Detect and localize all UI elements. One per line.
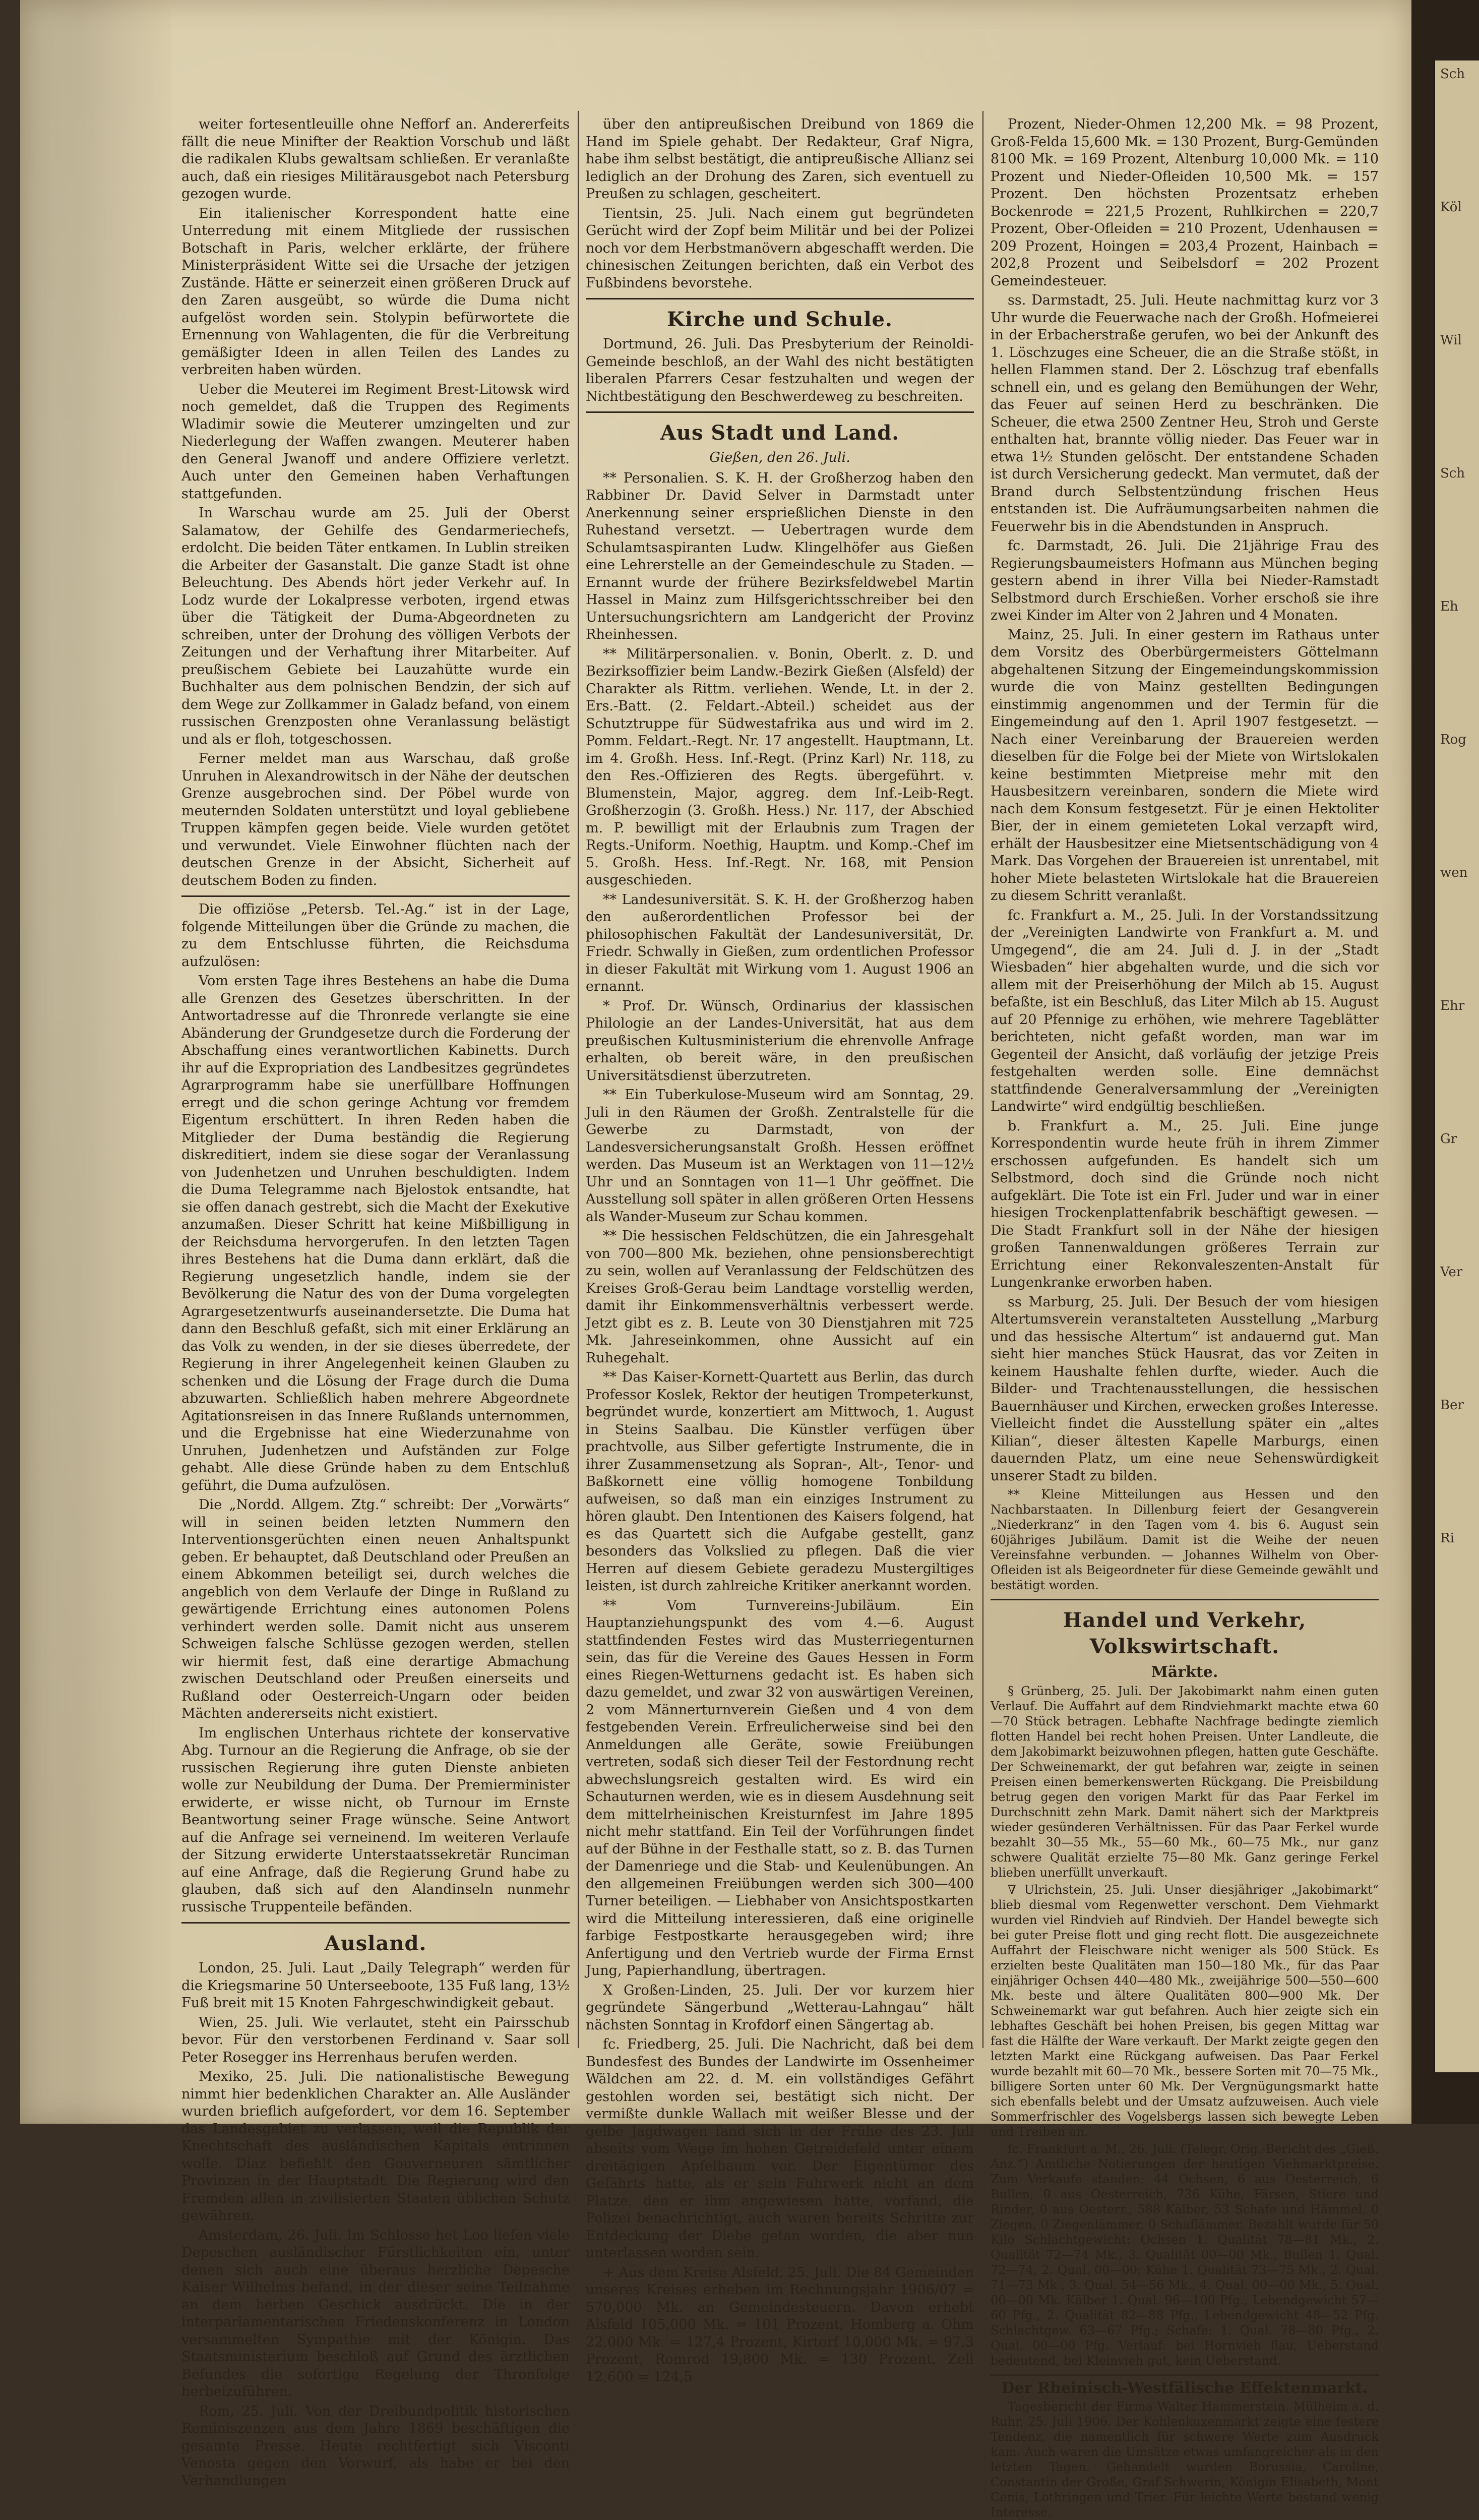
column-2 [586, 116, 974, 2385]
edge-fragment: Ber [1440, 1398, 1464, 1413]
article-paragraph: X Großen-Linden, 25. Juli. Der vor kurzem hier gegründete Sängerbund „Wetterau-Lahngau“ hält nächsten Sonntag in Krofdorf einen Sängertag ab. [586, 1982, 974, 2033]
section-heading: Handel und Verkehr, Volkswirtschaft. [1063, 1608, 1307, 1658]
article-paragraph: § Grünberg, 25. Juli. Der Jakobimarkt nahm einen guten Verlauf. Die Auffahrt auf dem Rindviehmarkt machte etwa 60—70 Stück betragen. Lebhafte Nachfrage bedingte ziemlich flotten Handel bei recht hohen Preisen. Unter Landleute, die dem Jakobimarkt beizuwohnen pflegen, hatten gute Geschäfte. Der Schweinemarkt, der gut befahren war, zeigte in seinen Preisen einen bemerkenswerten Rückgang. Die Preisbildung betrug gegen den vorigen Markt für das Paar Ferkel im Durchschnitt zehn Mark. Damit nähert sich der Marktpreis wieder gesünderen Verhältnissen. Für das Paar Ferkel wurde bezahlt 30—55 Mk., 55—60 Mk., 60—75 Mk., nur ganz schwere Qualität erzielte 75—80 Mk. Ganz geringe Ferkel blieben unerfüllt unverkauft. [991, 1684, 1379, 1880]
article-paragraph: Die „Nordd. Allgem. Ztg.“ schreibt: Der „Vorwärts“ will in seinen beiden letzten Nummern den Interventionsgerüchten einen neuen Anhaltspunkt geben. Er behauptet, daß Deutschland oder Preußen an einem Abkommen beteiligt sei, durch welches die angeblich von dem Verlaufe der Dinge in Rußland zu gewärtigende Errichtung eines autonomen Polens verhindert werden solle. Damit nicht aus unserem Schweigen falsche Schlüsse gezogen werden, stellen wir hiermit fest, daß eine derartige Abmachung zwischen Deutschland oder Preußen einerseits und Rußland oder Oesterreich-Ungarn oder beiden Mächten andererseits nicht existiert. [181, 1497, 570, 1721]
section-rule [586, 298, 974, 299]
next-page-edge [1434, 61, 1479, 2072]
article-paragraph: fc. Frankfurt a. M., 25. Juli. In der Vorstandssitzung der „Vereinigten Landwirte von Frankfurt a. M. und Umgegend“, die am 24. Juli d. J. in der „Stadt Wiesbaden“ hier abgehalten wurde, und die sich vor allem mit der Preiserhöhung der Milch ab 15. August befaßte, ist ein Beschluß, das Liter Milch ab 15. August auf 20 Pfennige zu erhöhen, wie mehrere Tageblätter berichteten, nicht gefaßt worden, man war im Gegenteil der Ansicht, daß vorläufig der jetzige Preis festgehalten werden solle. Eine demnächst stattfindende Generalversammlung der „Vereinigten Landwirte“ wird endgültig beschließen. [991, 907, 1379, 1114]
page-fold-shadow [20, 0, 171, 2124]
binding-edge [1411, 0, 1479, 2124]
article-paragraph: ** Die hessischen Feldschützen, die ein Jahresgehalt von 700—800 Mk. beziehen, ohne pensionsberechtigt zu sein, wollen auf Veranlassung der Feldschützen des Kreises Groß-Gerau beim Landtage vorstellig werden, damit ihr Einkommensverhältnis verbessert werde. Jetzt gibt es z. B. Leute von 30 Dienstjahren mit 725 Mk. Jahreseinkommen, ohne Aussicht auf ein Ruhegehalt. [586, 1228, 974, 1366]
section-rule [586, 411, 974, 413]
edge-fragment: Wil [1440, 333, 1462, 348]
section-rule [181, 1922, 570, 1924]
article-paragraph: Im englischen Unterhaus richtete der konservative Abg. Turnour an die Regierung die Anfrage, ob sie der russischen Regierung ihre guten Dienste anbieten wolle zur Neubildung der Duma. Der Premierminister erwiderte, er wisse nicht, ob Turnour im Ernste Beantwortung seiner Frage wünsche. Seine Antwort auf die Anfrage sei verneinend. Im weiteren Verlaufe der Sitzung erwiderte Unterstaatssekretär Runciman auf eine Anfrage, daß die Regierung Grund habe zu glauben, daß sich auf den Alandinseln nunmehr russische Truppenteile befänden. [181, 1725, 570, 1915]
section-heading: Aus Stadt und Land. [660, 421, 900, 445]
article-paragraph: Rom, 25. Juli. Von der Dreibundpolitik historischen Reminiszenzen aus dem Jahre 1869 beschäftigen die gesamte Presse. Heute rechtfertigt sich Visconti Venosta gegen den Vorwurf, als habe er bei den Verhandlungen [181, 2403, 570, 2489]
article-paragraph: ss Marburg, 25. Juli. Der Besuch der vom hiesigen Altertumsverein veranstalteten Ausstellung „Marburg und das hessische Altertum“ ist andauernd gut. Man sieht hier manches Stück Hausrat, das vor Zeiten in keinem Haushalte fehlen durfte, wieder. Auch die Bilder- und Trachtenausstellungen, die hessischen Bauernhäuser und Kirchen, erwecken großes Interesse. Vielleicht findet die Ausstellung später ein „altes Kilian“, dieser ältesten Kapelle Marburgs, einen dauernden Platz, um eine neue Sehenswürdigkeit unserer Stadt zu bilden. [991, 1294, 1379, 1484]
edge-fragment: Eh [1440, 599, 1458, 614]
article-paragraph: Amsterdam, 26. Juli. Im Schlosse het Loo liefen viele Depeschen ausländischer Fürstlichkeiten ein, unter denen sich auch eine überaus herzliche Depesche Kaiser Wilhelms befand, in der dieser seine Teilnahme an dem herben Geschick ausdrückt. Die in der interparlamentarischen Friedenskonferenz in London versammelten Sympathie mit der Königin. Das Staatsministerium beschloß auf Grund des ärztlichen Befundes die sofortige Regelung der Thronfolge herbeizuführen. [181, 2227, 570, 2399]
column-1 [181, 116, 570, 2489]
article-paragraph: Die offiziöse „Petersb. Tel.-Ag.“ ist in der Lage, folgende Mitteilungen über die Gründe zu machen, die zu dem Entschlusse führten, die Reichsduma aufzulösen: [181, 902, 570, 970]
article-paragraph: weiter fortesentleuille ohne Nefforf an. Andererfeits fällt die neue Minifter der Reaktion Vorschub und läßt die radikalen Klubs gewaltsam schließen. Er veranlaßte auch, daß ein riesiges Militärausgebot nach Petersburg gezogen wurde. [181, 116, 570, 202]
article-paragraph: ∇ Ulrichstein, 25. Juli. Unser diesjähriger „Jakobimarkt“ blieb diesmal vom Regenwetter verschont. Dem Viehmarkt wurden viel Rindvieh auf Rindvieh. Der Handel bewegte sich bei guter Preise flott und ging recht flott. Die ausgezeichnete Auffahrt der Fleischware nicht weniger als 500 Stück. Es erzielten beste Qualitäten man 150—180 Mk., für das Paar einjähriger Ochsen 440—480 Mk., zweijährige 500—550—600 Mk. beste und ältere Qualitäten 800—900 Mk. Der Schweinemarkt war gut befahren. Auch hier zeigte sich ein lebhaftes Geschäft bei hohen Preisen, bis gegen Mittag war fast die Hälfte der Ware verkauft. Der Markt zeigte gegen den letzten Markt eine Rückgang aufweisen. Das Paar Ferkel wurde bezahlt mit 60—70 Mk., bessere Sorten mit 70—75 Mk., billigere Sorten unter 60 Mk. Der Vergnügungsmarkt hatte sich ebenfalls belebt und der Umsatz aufzuweisen. Auch viele Sommerfrischler des Vogelsbergs lassen sich bewegte Leben und Treiben an. [991, 1882, 1379, 2139]
article-paragraph: ** Ein Tuberkulose-Museum wird am Sonntag, 29. Juli in den Räumen der Großh. Zentralstelle für die Gewerbe zu Darmstadt, von der Landesversicherungsanstalt Großh. Hessen eröffnet werden. Das Museum ist an Werktagen von 11—12½ Uhr und an Sonntagen von 11—1 Uhr geöffnet. Die Ausstellung soll später in allen größeren Orten Hessens als Wander-Museum zur Schau kommen. [586, 1087, 974, 1225]
article-paragraph: ** Landesuniversität. S. K. H. der Großherzog haben den außerordentlichen Professor bei der philosophischen Fakultät der Landesuniversität, Dr. Friedr. Schwally in Gießen, zum ordentlichen Professor in dieser Fakultät mit Wirkung vom 1. August 1906 an ernannt. [586, 891, 974, 994]
column-3 [991, 116, 1379, 2519]
article-paragraph: ** Kleine Mitteilungen aus Hessen und den Nachbarstaaten. In Dillenburg feiert der Gesangverein „Niederkranz“ in den Tagen vom 4. bis 6. August sein 60jähriges Jubiläum. Damit ist die Weihe der neuen Vereinsfahne verbunden. — Johannes Wilhelm von Ober-Ofleiden ist als Beigeordneter für diese Gemeinde gewählt und bestätigt worden. [991, 1487, 1379, 1592]
subheading: Märkte. [1151, 1663, 1218, 1681]
article-paragraph: ** Personalien. S. K. H. der Großherzog haben den Rabbiner Dr. David Selver in Darmstadt unter Anerkennung seiner ersprießlichen Dienste in den Ruhestand versetzt. — Uebertragen wurde dem Schulamtsaspiranten Ludw. Klingelhöfer aus Gießen eine Lehrerstelle an der Gemeindeschule zu Staden. — Ernannt wurde der frühere Bezirksfeldwebel Martin Hassel in Mainz zum Hilfsgerichtsschreiber bei den Untersuchungsrichtern am Landgericht der Provinz Rheinhessen. [586, 470, 974, 642]
article-paragraph: über den antipreußischen Dreibund von 1869 die Hand im Spiele gehabt. Der Redakteur, Graf Nigra, habe ihm selbst bestätigt, die antipreußische Allianz sei lediglich an der Drohung des Zaren, sich eventuell zu Preußen zu schlagen, gescheitert. [586, 116, 974, 202]
article-paragraph: Tientsin, 25. Juli. Nach einem gut begründeten Gerücht wird der Zopf beim Militär und bei der Polizei noch vor dem Herbstmanövern abgeschafft werden. Die chinesischen Zeitungen berichten, daß ein Verbot des Fußbindens bevorstehe. [586, 205, 974, 291]
subheading: Der Rheinisch-Westfälische Effektenmarkt. [1001, 2379, 1368, 2397]
article-paragraph: In Warschau wurde am 25. Juli der Oberst Salamatow, der Gehilfe des Gendarmeriechefs, erdolcht. Die beiden Täter entkamen. In Lublin streiken die Arbeiter der Gasanstalt. Die ganze Stadt ist ohne Beleuchtung. Des Abends hört jeder Verkehr auf. In Lodz wurde der Lokalpresse verboten, irgend etwas über die Tätigkeit der Duma-Abgeordneten zu schreiben, unter der Drohung des völligen Verbots der Zeitungen und der Verhaftung ihrer Mitarbeiter. Auf preußischem Gebiete bei Lauzahütte wurde ein Buchhalter aus dem polnischen Bendzin, der sich auf dem Wege zur Zollkammer in Galadz befand, von einem russischen Grenzposten ohne Veranlassung belästigt und als er floh, totgeschossen. [181, 505, 570, 747]
article-paragraph: ** Das Kaiser-Kornett-Quartett aus Berlin, das durch Professor Koslek, Rektor der heutigen Trompeterkunst, begründet wurde, konzertiert am Mittwoch, 1. August in Steins Saalbau. Die Künstler verfügen über prachtvolle, aus Silber gefertigte Instrumente, die in ihrer Zusammensetzung als Sopran-, Alt-, Tenor- und Baßkornett eine völlig homogene Tonbildung aufweisen, so daß man ein einziges Instrument zu hören glaubt. Den Intentionen des Kaisers folgend, hat es das Quartett sich die Aufgabe gestellt, ganz besonders das Volkslied zu pflegen. Daß die vier Herren auf diesem Gebiete geradezu Mustergiltiges leisten, ist durch zahlreiche Kritiker anerkannt worden. [586, 1369, 974, 1594]
column-rule [982, 111, 983, 2048]
section-heading: Ausland. [324, 1932, 427, 1955]
article-paragraph: fc. Darmstadt, 26. Juli. Die 21jährige Frau des Regierungsbaumeisters Hofmann aus München beging gestern abend in ihrer Villa bei Nieder-Ramstadt Selbstmord durch Erschießen. Vorher erschoß sie ihre zwei Kinder im Alter von 2 Jahren und 4 Monaten. [991, 538, 1379, 623]
article-paragraph: fc. Frankfurt a. M., 26. Juli. (Telegr. Orig.-Bericht des „Gieß. Anz.“) Amtliche Notierungen der heutigen Viehmarktpreise. Zum Verkaufe standen: 44 Ochsen, 6 aus Oesterreich, 6 Bullen, 0 aus Oesterreich, 736 Kühe, Färsen, Stiere und Rinder, 0 aus Oesterr., 588 Kälber, 53 Schafe und Hämmel, 0 Ziegen, 0 Ziegenlämmer, 0 Schaflämmer. Bezahlt wurde für 50 Kilo Schlachtgewicht: Ochsen 1. Qualität 78—81 Mk., 2. Qualität 72—74 Mk., 3. Qualität 00—00 Mk., Bullen 1. Qual. 72—74, 2. Qual. 00—00; Kühe 1. Qualität 73—75 Mk., 2. Qual. 71—73 Mk., 3. Qual. 54—56 Mk., 4. Qual. 00—00 Mk., 5. Qual. 00—00 Mk. Kälber 1. Qual. 96—100 Pfg., Lebendgewicht 57—60 Pfg., 2. Qualität 82—88 Pfg., Lebendgewicht 48—52 Pfg. Schlachtgew. 63—67 Pfg.; Schafe: 1. Qual. 78—80 Pfg., 2. Qual. 00—00 Pfg. Verlauf: bei Hornvieh flau, Ueberstand bedeutend, bei Kleinvieh gut, kein Ueberstand. [991, 2141, 1379, 2368]
article-paragraph: Tagesbericht der Firma Walter Hammerstein. Mülheim a. d. Ruhr, 25. Juli 1906. Der Kohlenkuxenmarkt zeigte eine festere Tendenz, die namentlich für schwere Werte zum Ausdruck kam. Auch waren die Umsätze etwas umfangreicher als in den letzten Tagen. Gehandelt wurden Borussia, Caroline, Constantin der Große, Graf Schwerin, Königin Elisabeth, Mont Cenis, Lothringen und Trier. Für leichte Werte bestand wenig Interesse. [991, 2399, 1379, 2519]
edge-fragment: Gr [1440, 1131, 1457, 1147]
column-rule [578, 111, 579, 2048]
article-paragraph: Prozent, Nieder-Ohmen 12,200 Mk. = 98 Prozent, Groß-Felda 15,600 Mk. = 130 Prozent, Burg-Gemünden 8100 Mk. = 169 Prozent, Altenburg 10,000 Mk. = 110 Prozent und Nieder-Ofleiden 10,500 Mk. = 157 Prozent. Den höchsten Prozentsatz erheben Bockenrode = 221,5 Prozent, Ruhlkirchen = 220,7 Prozent, Ober-Ofleiden = 210 Prozent, Udenhausen = 209 Prozent, Hoingen = 203,4 Prozent, Hainbach = 202,8 Prozent und Seibelsdorf = 202 Prozent Gemeindesteuer. [991, 116, 1379, 289]
section-rule [991, 1599, 1379, 1600]
edge-fragment: Rog [1440, 732, 1466, 747]
article-paragraph: ss. Darmstadt, 25. Juli. Heute nachmittag kurz vor 3 Uhr wurde die Feuerwache nach der Großh. Hofmeierei in der Erbacherstraße gerufen, wo bei der Ankunft des 1. Löschzuges eine Scheuer, die an die Straße stößt, in hellen Flammen stand. Der 2. Löschzug traf ebenfalls schnell ein, und es gelang den Bemühungen der Wehr, das Feuer auf seinen Herd zu beschränken. Die Scheuer, die etwa 2500 Zentner Heu, Stroh und Gerste enthalten hat, brannte völlig nieder. Das Feuer war in etwa 1½ Stunden gelöscht. Der entstandene Schaden ist durch Versicherung gedeckt. Man vermutet, daß der Brand durch Selbstentzündung frischen Heus entstanden ist. Die Aufräumungsarbeiten nahmen die Feuerwehr bis in die Abendstunden in Anspruch. [991, 292, 1379, 534]
article-paragraph: Vom ersten Tage ihres Bestehens an habe die Duma alle Grenzen des Gesetzes überschritten. In der Antwortadresse auf die Thronrede verlangte sie eine Abänderung der Grundgesetze durch die Forderung der Abschaffung eines verantwortlichen Kabinetts. Durch ihr auf die Expropriation des Landbesitzes gegründetes Agrarprogramm habe sie unerfüllbare Hoffnungen erregt und die schon geringe Achtung vor fremdem Eigentum erschüttert. In ihren Reden haben die Mitglieder der Duma beständig die Regierung diskreditiert, indem sie diese sogar der Veranlassung von Judenhetzen und Unruhen beschuldigten. Indem die Duma Telegramme nach Bjelostok entsandte, hat sie offen danach gestrebt, sich die Macht der Exekutive anzumaßen. Dieser Schritt hat keine Mißbilligung in der Reichsduma hervorgerufen. In den letzten Tagen ihres Bestehens hat die Duma dann erklärt, daß die Regierung ungesetzlich handle, indem sie der Bevölkerung die Natur des von der Duma vorgelegten Agrargesetzentwurfs auseinandersetzte. Die Duma hat dann den Beschluß gefaßt, sich mit einer Erklärung an das Volk zu wenden, in der sie dieses überredete, der Regierung in ihrer Angelegenheit keinen Glauben zu schenken und die Lösung der Frage durch die Duma abzuwarten. Schließlich haben mehrere Abgeordnete Agitationsreisen in das Innere Rußlands unternommen, und die Ergebnisse hat eine Wiederzunahme von Unruhen, Judenhetzen und Aufständen zur Folge gehabt. Alle diese Gründe haben zu dem Entschluß geführt, die Duma aufzulösen. [181, 973, 570, 1493]
edge-fragment: wen [1440, 865, 1468, 880]
section-heading: Kirche und Schule. [667, 308, 893, 331]
edge-fragment: Ver [1440, 1265, 1463, 1280]
article-paragraph: Mainz, 25. Juli. In einer gestern im Rathaus unter dem Vorsitz des Oberbürgermeisters Göttelmann abgehaltenen Sitzung der Eingemeindungskommission wurde die von Mainz gestellten Bedingungen einstimmig angenommen und der Termin für die Eingemeindung auf den 1. April 1907 festgesetzt. — Nach einer Vereinbarung der Brauereien werden dieselben für die Folge bei der Miete von Wirtslokalen keine bestimmten Mietpreise mehr mit den Hausbesitzern vereinbaren, sondern die Miete wird nach dem Konsum festgesetzt. Für je einen Hektoliter Bier, der in einem gemieteten Lokal verzapft wird, erhält der Hausbesitzer eine Mietsentschädigung von 4 Mark. Das Vorgehen der Brauereien ist unrentabel, mit hoher Miete belasteten Wirtslokale hat die Brauereien zu diesem Schritt veranlaßt. [991, 627, 1379, 904]
dateline: Gießen, den 26. Juli. [709, 450, 850, 465]
section-rule [181, 895, 570, 897]
article-paragraph: London, 25. Juli. Laut „Daily Telegraph“ werden für die Kriegsmarine 50 Unterseeboote, 135 Fuß lang, 13½ Fuß breit mit 15 Knoten Fahrgeschwindigkeit gebaut. [181, 1960, 570, 2011]
article-paragraph: + Aus dem Kreise Alsfeld, 25. Juli. Die 84 Gemeinden unseres Kreises erheben im Rechnungsjahr 1906/07 = 570,000 Mk. an Gemeindesteuern. Davon erhebt Alsfeld 105,000 Mk. = 101 Prozent, Homberg a. Ohm 22,000 Mk. = 127,4 Prozent, Kirtorf 10,000 Mk. = 97,3 Prozent, Romrod 19,800 Mk. = 130 Prozent, Zell 12,600 = 124,5 [586, 2264, 974, 2385]
edge-fragment: Ri [1440, 1531, 1454, 1546]
article-paragraph: Ferner meldet man aus Warschau, daß große Unruhen in Alexandrowitsch in der Nähe der deutschen Grenze ausgebrochen sind. Der Pöbel wurde von meuternden Soldaten unterstützt und loyal gebliebene Truppen kämpfen gegen beide. Viele wurden getötet und verwundet. Viele Einwohner flüchten nach der deutschen Grenze in der Absicht, Sicherheit auf deutschem Boden zu finden. [181, 751, 570, 888]
article-paragraph: fc. Friedberg, 25. Juli. Die Nachricht, daß bei dem Bundesfest des Bundes der Landwirte im Ossenheimer Wäldchen am 22. d. M. ein vollständiges Gefährt gestohlen worden sei, bestätigt sich nicht. Der vermißte dunkle Wallach mit weißer Blesse und der gelbe Jagdwagen fand sich in der Frühe des 23. Juli abseits vom Wege im hohen Getreidefeld unter einem dreitägigen Apfelbaum vor. Der Eigentümer des Gefährts hatte, als er sein Fuhrwerk nicht an dem Platze, den er ihm angewiesen hatte, vorfand, die Polizei benachrichtigt, auch waren bereits Schritte zur Entdeckung der Diebe getan worden, die aber nun unterlassen worden sein. [586, 2036, 974, 2261]
article-paragraph: * Prof. Dr. Wünsch, Ordinarius der klassischen Philologie an der Landes-Universität, hat aus dem preußischen Kultusministerium die ehrenvolle Anfrage erhalten, ob bereit wäre, in den preußischen Universitätsdienst überzutreten. [586, 998, 974, 1084]
edge-fragment: Sch [1440, 466, 1465, 481]
article-paragraph: Wien, 25. Juli. Wie verlautet, steht ein Pairsschub bevor. Für den verstorbenen Ferdinand v. Saar soll Peter Rosegger ins Herrenhaus berufen werden. [181, 2014, 570, 2065]
article-paragraph: ** Vom Turnvereins-Jubiläum. Ein Hauptanziehungspunkt des vom 4.—6. August stattfindenden Festes wird das Musterriegenturnen sein, das für die Vereine des Gaues Hessen in Form eines Riegen-Wetturnens gedacht ist. Es haben sich dazu gemeldet, und zwar 32 von auswärtigen Vereinen, 2 vom Männerturnverein Gießen und 4 von dem festgebenden Verein. Erfreulicherweise sind bei den Anmeldungen alle Geräte, sowie Freiübungen vertreten, sodaß sich dieser Teil der Festordnung recht abwechslungsreich gestalten wird. Es wird ein Schauturnen werden, wie es in diesem Ausdehnung seit dem mittelrheinischen Kreisturnfest im Jahre 1895 nicht mehr stattfand. Ein Teil der Vorführungen findet auf der Bühne in der Festhalle statt, so z. B. das Turnen der Damenriege und die Stab- und Keulenübungen. An den allgemeinen Freiübungen werden sich 300—400 Turner beteiligen. — Liebhaber von Ansichtspostkarten wird die Mitteilung interessieren, daß eine originelle farbige Festpostkarte herausgegeben wird; ihre Anfertigung und den Vertrieb wurde der Firma Ernst Jung, Papierhandlung, übertragen. [586, 1597, 974, 1978]
article-paragraph: b. Frankfurt a. M., 25. Juli. Eine junge Korrespondentin wurde heute früh in ihrem Zimmer erschossen aufgefunden. Es handelt sich um Selbstmord, doch sind die Gründe noch nicht aufgeklärt. Die Tote ist ein Frl. Juder und war in einer hiesigen Trockenplattenfabrik beschäftigt gewesen. — Die Stadt Frankfurt soll in der Nähe der hiesigen großen Tannenwaldungen größeres Terrain zur Errichtung einer Rekonvaleszenten-Anstalt für Lungenkranke erworben haben. [991, 1118, 1379, 1290]
article-paragraph: Mexiko, 25. Juli. Die nationalistische Bewegung nimmt hier bedenklichen Charakter an. Alle Ausländer wurden brieflich aufgefordert, vor dem 16. September das Landesgebiet zu verlassen, weil die Republik der Knechtschaft des ausländischen Kapitals entrinnen wolle. Diaz befiehlt den Gouverneuren sämtlicher Provinzen in der Hauptstadt. Die Regierung wird den Fremden allen in zivilisierten Staaten üblichen Schutz gewähren. [181, 2069, 570, 2224]
edge-fragment: Ehr [1440, 998, 1465, 1013]
article-paragraph: Dortmund, 26. Juli. Das Presbyterium der Reinoldi-Gemeinde beschloß, an der Wahl des nicht bestätigten liberalen Pfarrers Cesar festzuhalten und wegen der Nichtbestätigung den Beschwerdeweg zu beschreiten. [586, 336, 974, 404]
article-paragraph: ** Militärpersonalien. v. Bonin, Oberlt. z. D. und Bezirksoffizier beim Landw.-Bezirk Gießen (Alsfeld) der Charakter als Rittm. verliehen. Wende, Lt. in der 2. Ers.-Batt. (2. Feldart.-Abteil.) scheidet aus der Schutztruppe für Südwestafrika aus und wird im 2. Pomm. Feldart.-Regt. Nr. 17 angestellt. Hauptmann, Lt. im 4. Großh. Hess. Inf.-Regt. (Prinz Karl) Nr. 118, zu den Res.-Offizieren des Regts. übergeführt. v. Blumenstein, Major, aggreg. dem Inf.-Leib-Regt. Großherzogin (3. Großh. Hess.) Nr. 117, der Abschied m. P. bewilligt mit der Erlaubnis zum Tragen der Regts.-Uniform. Noethig, Hauptm. und Komp.-Chef im 5. Großh. Hess. Inf.-Regt. Nr. 168, mit Pension ausgeschieden. [586, 646, 974, 888]
article-paragraph: Ein italienischer Korrespondent hatte eine Unterredung mit einem Mitgliede der russischen Botschaft in Paris, welcher erklärte, der frühere Ministerpräsident Witte sei die Ursache der jetzigen Zustände. Hätte er seinerzeit einen größeren Druck auf den Zaren ausgeübt, so würde die Duma nicht aufgelöst worden sein. Stolypin befürwortete die Ernennung von Wahlagenten, die für die Verbreitung gemäßigter Ideen in allen Teilen des Landes zu verbreiten haben würden. [181, 205, 570, 378]
article-paragraph: Ueber die Meuterei im Regiment Brest-Litowsk wird noch gemeldet, daß die Truppen des Regiments Wladimir sowie die Meuterer umzingelten und zur Niederlegung der Waffen zwangen. Meuterer haben den General Jwanoff und andere Offiziere verletzt. Auch unter den Gemeinen haben Verhaftungen stattgefunden. [181, 381, 570, 502]
section-rule [991, 2374, 1379, 2376]
edge-fragment: Sch [1440, 67, 1465, 82]
newspaper-page [20, 0, 1411, 2519]
edge-fragment: Köl [1440, 200, 1462, 215]
